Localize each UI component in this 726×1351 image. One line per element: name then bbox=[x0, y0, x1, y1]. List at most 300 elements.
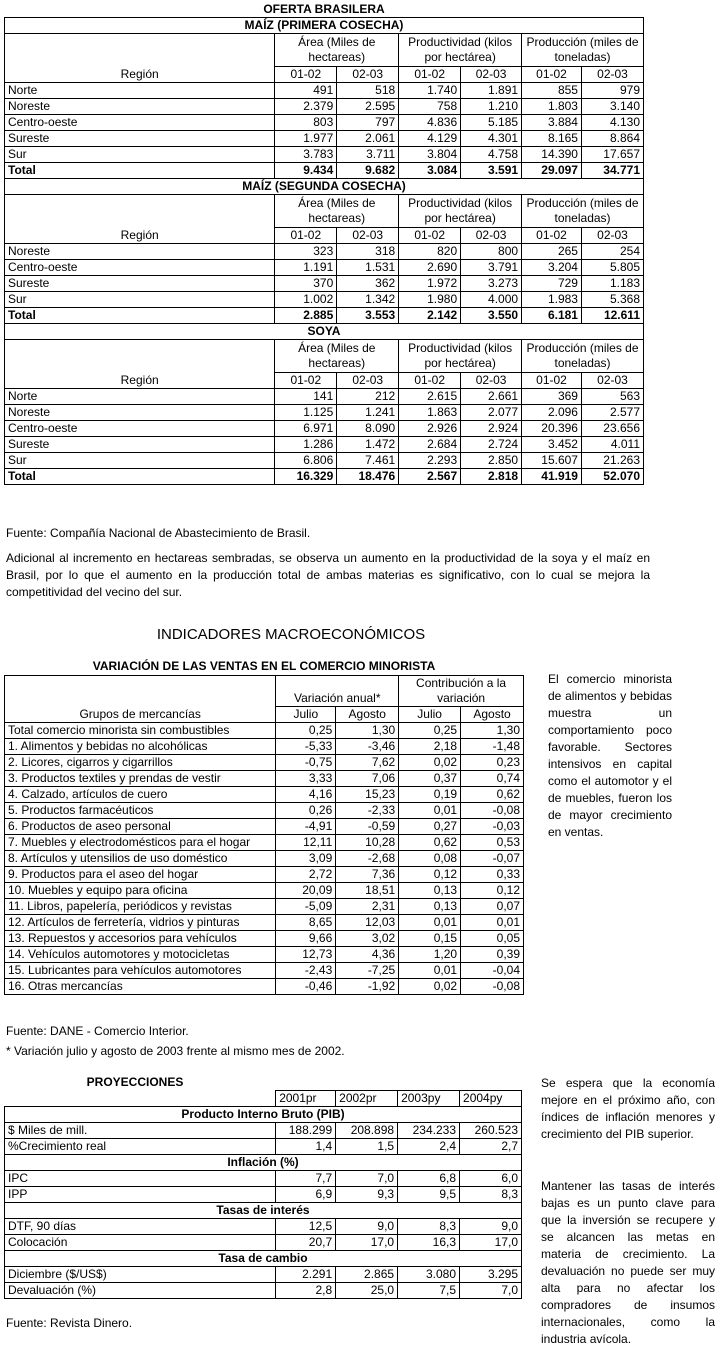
group-cell: 4. Calzado, artículos de cuero bbox=[5, 787, 276, 803]
value-cell: 9,66 bbox=[276, 931, 336, 947]
value-cell: 7,5 bbox=[398, 1283, 460, 1299]
total-cell: 12.611 bbox=[581, 308, 643, 324]
header-row bbox=[5, 340, 644, 373]
value-cell: 2,8 bbox=[276, 1283, 336, 1299]
value-cell: 3.791 bbox=[461, 260, 522, 276]
value-cell: 1.891 bbox=[461, 83, 522, 99]
ventas-col-agosto-contrib: Agosto bbox=[461, 707, 524, 723]
value-cell: 1.531 bbox=[337, 260, 399, 276]
table-row bbox=[5, 405, 644, 421]
value-cell: 2.661 bbox=[461, 389, 522, 405]
value-cell: 2,72 bbox=[276, 867, 336, 883]
ventas-col-agosto: Agosto bbox=[336, 707, 399, 723]
value-cell: 9,0 bbox=[460, 1219, 522, 1235]
value-cell: 362 bbox=[337, 276, 399, 292]
value-cell: 563 bbox=[581, 389, 643, 405]
table-row bbox=[5, 963, 524, 979]
col-year-1: 01-02 bbox=[399, 67, 461, 83]
value-cell: 6,0 bbox=[460, 1171, 522, 1187]
value-cell: 0,62 bbox=[461, 787, 524, 803]
table-row bbox=[5, 244, 644, 260]
value-cell: 2,7 bbox=[460, 1139, 522, 1155]
proyecciones-table bbox=[4, 1090, 522, 1299]
col-year-2: 02-03 bbox=[461, 67, 522, 83]
value-cell: 0,23 bbox=[461, 755, 524, 771]
value-cell: 1.183 bbox=[581, 276, 643, 292]
total-cell: 9.434 bbox=[275, 163, 337, 179]
total-cell: 3.084 bbox=[399, 163, 461, 179]
table-row bbox=[5, 115, 644, 131]
value-cell: 4.011 bbox=[581, 437, 643, 453]
value-cell: 729 bbox=[522, 276, 582, 292]
value-cell: 1.983 bbox=[522, 292, 582, 308]
value-cell: 2,31 bbox=[336, 899, 399, 915]
value-cell: 2.684 bbox=[399, 437, 461, 453]
value-cell: 2.690 bbox=[399, 260, 461, 276]
col-year-1: 01-02 bbox=[522, 373, 582, 389]
region-cell: Noreste bbox=[5, 99, 275, 115]
value-cell: 5.368 bbox=[581, 292, 643, 308]
value-cell: 0,13 bbox=[399, 899, 461, 915]
col-year-2: 02-03 bbox=[337, 373, 399, 389]
total-row bbox=[5, 308, 644, 324]
table-row bbox=[5, 453, 644, 469]
col-area: Área (Miles de hectareas) bbox=[275, 340, 399, 373]
table-row bbox=[5, 739, 524, 755]
value-cell: 0,01 bbox=[461, 915, 524, 931]
value-cell: 0,74 bbox=[461, 771, 524, 787]
oferta-body bbox=[5, 2, 644, 485]
block-title: MAÍZ (SEGUNDA COSECHA) bbox=[5, 179, 644, 195]
col-area: Área (Miles de hectareas) bbox=[275, 195, 399, 228]
value-cell: 2.293 bbox=[399, 453, 461, 469]
value-cell: 8.864 bbox=[581, 131, 643, 147]
indicator-cell: DTF, 90 días bbox=[5, 1219, 276, 1235]
ventas-side-text: El comercio minorista de alimentos y bebidas muestra un comportamiento poco favorable. Sectores intensivos en capital como el automotor y el de muebles, fueron los de mayor crecimiento en ventas. bbox=[548, 672, 672, 839]
value-cell: 12,03 bbox=[336, 915, 399, 931]
block-title-row bbox=[5, 324, 644, 340]
value-cell: 3.783 bbox=[275, 147, 337, 163]
group-cell: 1. Alimentos y bebidas no alcohólicas bbox=[5, 739, 276, 755]
value-cell: 25,0 bbox=[336, 1283, 398, 1299]
value-cell: 4,36 bbox=[336, 947, 399, 963]
table-row bbox=[5, 131, 644, 147]
value-cell: 7,06 bbox=[336, 771, 399, 787]
value-cell: 16,3 bbox=[398, 1235, 460, 1251]
table-row bbox=[5, 1283, 522, 1299]
value-cell: 6.971 bbox=[275, 421, 337, 437]
value-cell: -2,43 bbox=[276, 963, 336, 979]
value-cell: -0,04 bbox=[461, 963, 524, 979]
proyecciones-side-text-1: Se espera que la economía mejore en el próximo año, con índices de inflación menores y crecimiento del PIB superior. bbox=[541, 1076, 715, 1141]
value-cell: 2.595 bbox=[337, 99, 399, 115]
value-cell: -2,68 bbox=[336, 851, 399, 867]
year-header: 2003py bbox=[398, 1091, 460, 1107]
oferta-paragraph: Adicional al incremento en hectareas sembradas, se observa un aumento en la productividad de la soya y el maíz en Brasil, por lo que el aumento en la producción total de ambas materias es significativo, con lo cual se mejora la competitividad del vecino del sur. bbox=[6, 551, 650, 599]
indicator-cell: $ Miles de mill. bbox=[5, 1123, 276, 1139]
col-year-2: 02-03 bbox=[337, 67, 399, 83]
value-cell: -0,59 bbox=[336, 819, 399, 835]
value-cell: 2.926 bbox=[399, 421, 461, 437]
value-cell: 1.972 bbox=[399, 276, 461, 292]
indicadores-title: INDICADORES MACROECONÓMICOS bbox=[156, 626, 426, 643]
table-row bbox=[5, 1123, 522, 1139]
value-cell: 3.140 bbox=[581, 99, 643, 115]
ventas-source: Fuente: DANE - Comercio Interior. bbox=[6, 1024, 189, 1038]
value-cell: 188.299 bbox=[276, 1123, 336, 1139]
region-cell: Centro-oeste bbox=[5, 260, 275, 276]
group-cell: 2. Licores, cigarros y cigarrillos bbox=[5, 755, 276, 771]
group-cell: 12. Artículos de ferretería, vidrios y pinturas bbox=[5, 915, 276, 931]
col-produccion: Producción (miles de toneladas) bbox=[522, 340, 644, 373]
value-cell: 1.241 bbox=[337, 405, 399, 421]
value-cell: -4,91 bbox=[276, 819, 336, 835]
col-productividad: Productividad (kilos por hectárea) bbox=[399, 34, 522, 67]
value-cell: 323 bbox=[275, 244, 337, 260]
table-row bbox=[5, 835, 524, 851]
value-cell: 8.165 bbox=[522, 131, 582, 147]
value-cell: 20.396 bbox=[522, 421, 582, 437]
value-cell: 5.185 bbox=[461, 115, 522, 131]
value-cell: 15,23 bbox=[336, 787, 399, 803]
value-cell: 0,25 bbox=[276, 723, 336, 739]
indicator-cell: %Crecimiento real bbox=[5, 1139, 276, 1155]
value-cell: -7,25 bbox=[336, 963, 399, 979]
group-cell: 10. Muebles y equipo para oficina bbox=[5, 883, 276, 899]
value-cell: -0,07 bbox=[461, 851, 524, 867]
value-cell: 3.452 bbox=[522, 437, 582, 453]
value-cell: 3.295 bbox=[460, 1267, 522, 1283]
value-cell: -0,75 bbox=[276, 755, 336, 771]
table-row bbox=[5, 389, 644, 405]
table-row bbox=[5, 292, 644, 308]
value-cell: 7,62 bbox=[336, 755, 399, 771]
value-cell: 0,07 bbox=[461, 899, 524, 915]
value-cell: 0,19 bbox=[399, 787, 461, 803]
value-cell: 1.286 bbox=[275, 437, 337, 453]
value-cell: 2.577 bbox=[581, 405, 643, 421]
header-row bbox=[5, 34, 644, 67]
ventas-col-julio: Julio bbox=[276, 707, 336, 723]
value-cell: 212 bbox=[337, 389, 399, 405]
ventas-note: * Variación julio y agosto de 2003 frente al mismo mes de 2002. bbox=[6, 1044, 345, 1058]
col-produccion: Producción (miles de toneladas) bbox=[522, 34, 644, 67]
value-cell: 8.090 bbox=[337, 421, 399, 437]
value-cell: 3.711 bbox=[337, 147, 399, 163]
value-cell: 0,08 bbox=[399, 851, 461, 867]
col-year-1: 01-02 bbox=[399, 373, 461, 389]
ventas-table bbox=[4, 675, 524, 995]
value-cell: 318 bbox=[337, 244, 399, 260]
value-cell: 21.263 bbox=[581, 453, 643, 469]
value-cell: 9,5 bbox=[398, 1187, 460, 1203]
value-cell: 234.233 bbox=[398, 1123, 460, 1139]
col-year-1: 01-02 bbox=[275, 67, 337, 83]
value-cell: 1.740 bbox=[399, 83, 461, 99]
indicator-cell: Diciembre ($/US$) bbox=[5, 1267, 276, 1283]
value-cell: 4.758 bbox=[461, 147, 522, 163]
value-cell: 3,02 bbox=[336, 931, 399, 947]
value-cell: 0,27 bbox=[399, 819, 461, 835]
value-cell: 3.204 bbox=[522, 260, 582, 276]
value-cell: 20,7 bbox=[276, 1235, 336, 1251]
value-cell: 0,13 bbox=[399, 883, 461, 899]
col-year-1: 01-02 bbox=[275, 373, 337, 389]
section-row bbox=[5, 1251, 522, 1267]
total-cell: 18.476 bbox=[337, 469, 399, 485]
table-row bbox=[5, 755, 524, 771]
value-cell: 2,18 bbox=[399, 739, 461, 755]
ventas-col-contrib: Contribución a la variación bbox=[399, 676, 524, 707]
region-cell: Sur bbox=[5, 453, 275, 469]
value-cell: 3.804 bbox=[399, 147, 461, 163]
region-cell: Noreste bbox=[5, 244, 275, 260]
year-header: 2001pr bbox=[276, 1091, 336, 1107]
table-row bbox=[5, 1219, 522, 1235]
total-label: Total bbox=[5, 163, 275, 179]
value-cell: 17,0 bbox=[336, 1235, 398, 1251]
proyecciones-corner bbox=[5, 1091, 276, 1107]
value-cell: 1.342 bbox=[337, 292, 399, 308]
value-cell: 2,4 bbox=[398, 1139, 460, 1155]
table-row bbox=[5, 787, 524, 803]
total-cell: 16.329 bbox=[275, 469, 337, 485]
group-cell: 14. Vehículos automotores y motocicletas bbox=[5, 947, 276, 963]
proyecciones-title-text: PROYECCIONES bbox=[86, 1075, 184, 1089]
group-cell: 8. Artículos y utensilios de uso doméstico bbox=[5, 851, 276, 867]
value-cell: 797 bbox=[337, 115, 399, 131]
total-label: Total bbox=[5, 308, 275, 324]
region-cell: Norte bbox=[5, 389, 275, 405]
value-cell: 7,0 bbox=[336, 1171, 398, 1187]
group-cell: 5. Productos farmacéuticos bbox=[5, 803, 276, 819]
group-cell: Total comercio minorista sin combustibles bbox=[5, 723, 276, 739]
value-cell: 4.129 bbox=[399, 131, 461, 147]
col-year-1: 01-02 bbox=[522, 228, 582, 244]
value-cell: 0,01 bbox=[399, 963, 461, 979]
value-cell: 17,0 bbox=[460, 1235, 522, 1251]
col-year-2: 02-03 bbox=[461, 373, 522, 389]
table-row bbox=[5, 771, 524, 787]
table-row bbox=[5, 83, 644, 99]
value-cell: 0,25 bbox=[399, 723, 461, 739]
value-cell: 2.077 bbox=[461, 405, 522, 421]
value-cell: 2.096 bbox=[522, 405, 582, 421]
value-cell: 0,12 bbox=[399, 867, 461, 883]
col-region: Región bbox=[5, 195, 275, 244]
value-cell: 1,5 bbox=[336, 1139, 398, 1155]
value-cell: 369 bbox=[522, 389, 582, 405]
total-cell: 2.818 bbox=[461, 469, 522, 485]
value-cell: 1.977 bbox=[275, 131, 337, 147]
ventas-body bbox=[5, 676, 524, 995]
block-title-row bbox=[5, 179, 644, 195]
value-cell: 1.980 bbox=[399, 292, 461, 308]
total-cell: 29.097 bbox=[522, 163, 582, 179]
value-cell: 2.291 bbox=[276, 1267, 336, 1283]
value-cell: 0,33 bbox=[461, 867, 524, 883]
total-cell: 2.567 bbox=[399, 469, 461, 485]
value-cell: 0,02 bbox=[399, 755, 461, 771]
proyecciones-side-text-2: Mantener las tasas de interés bajas es un punto clave para que la inversión se recupere y se alcancen las metas en materia de crecimiento. La devaluación no puede ser muy alta para no afectar los compradores de insumos internacionales, como la industria avícola. bbox=[541, 1179, 715, 1346]
value-cell: 2.850 bbox=[461, 453, 522, 469]
col-year-2: 02-03 bbox=[581, 67, 643, 83]
value-cell: 12,73 bbox=[276, 947, 336, 963]
value-cell: 800 bbox=[461, 244, 522, 260]
value-cell: 141 bbox=[275, 389, 337, 405]
oferta-brasilera-table bbox=[4, 2, 644, 485]
value-cell: -2,33 bbox=[336, 803, 399, 819]
region-cell: Sureste bbox=[5, 276, 275, 292]
table-row bbox=[5, 915, 524, 931]
value-cell: 370 bbox=[275, 276, 337, 292]
value-cell: 803 bbox=[275, 115, 337, 131]
block-title-row bbox=[5, 18, 644, 34]
total-cell: 3.550 bbox=[461, 308, 522, 324]
value-cell: 0,39 bbox=[461, 947, 524, 963]
value-cell: 260.523 bbox=[460, 1123, 522, 1139]
value-cell: 254 bbox=[581, 244, 643, 260]
value-cell: 491 bbox=[275, 83, 337, 99]
value-cell: 7,36 bbox=[336, 867, 399, 883]
value-cell: 5.805 bbox=[581, 260, 643, 276]
value-cell: 10,28 bbox=[336, 835, 399, 851]
value-cell: 7,7 bbox=[276, 1171, 336, 1187]
table-row bbox=[5, 979, 524, 995]
col-year-2: 02-03 bbox=[581, 373, 643, 389]
table-row bbox=[5, 1267, 522, 1283]
year-header: 2004py bbox=[460, 1091, 522, 1107]
value-cell: 8,3 bbox=[460, 1187, 522, 1203]
value-cell: 9,0 bbox=[336, 1219, 398, 1235]
value-cell: -1,48 bbox=[461, 739, 524, 755]
table-row bbox=[5, 819, 524, 835]
value-cell: 6,8 bbox=[398, 1171, 460, 1187]
value-cell: 1.863 bbox=[399, 405, 461, 421]
value-cell: 15.607 bbox=[522, 453, 582, 469]
table-row bbox=[5, 1139, 522, 1155]
value-cell: 1,20 bbox=[399, 947, 461, 963]
indicator-cell: IPC bbox=[5, 1171, 276, 1187]
group-cell: 13. Repuestos y accesorios para vehículos bbox=[5, 931, 276, 947]
region-cell: Centro-oeste bbox=[5, 115, 275, 131]
ventas-col-grupos: Grupos de mercancías bbox=[5, 676, 276, 723]
value-cell: 2.061 bbox=[337, 131, 399, 147]
table-row bbox=[5, 851, 524, 867]
value-cell: 3.884 bbox=[522, 115, 582, 131]
ventas-col-var: Variación anual* bbox=[276, 676, 399, 707]
table-row bbox=[5, 723, 524, 739]
value-cell: 855 bbox=[522, 83, 582, 99]
section-row bbox=[5, 1203, 522, 1219]
value-cell: 0,53 bbox=[461, 835, 524, 851]
table-row bbox=[5, 899, 524, 915]
value-cell: 8,3 bbox=[398, 1219, 460, 1235]
value-cell: 18,51 bbox=[336, 883, 399, 899]
value-cell: 4.836 bbox=[399, 115, 461, 131]
table-row bbox=[5, 803, 524, 819]
value-cell: 0,02 bbox=[399, 979, 461, 995]
table-row bbox=[5, 437, 644, 453]
value-cell: 4.000 bbox=[461, 292, 522, 308]
value-cell: 0,12 bbox=[461, 883, 524, 899]
total-cell: 9.682 bbox=[337, 163, 399, 179]
table-row bbox=[5, 947, 524, 963]
col-year-1: 01-02 bbox=[275, 228, 337, 244]
value-cell: -0,08 bbox=[461, 979, 524, 995]
table-row bbox=[5, 1187, 522, 1203]
table-row bbox=[5, 260, 644, 276]
col-year-1: 01-02 bbox=[522, 67, 582, 83]
total-row bbox=[5, 469, 644, 485]
value-cell: 2.924 bbox=[461, 421, 522, 437]
section-row bbox=[5, 1107, 522, 1123]
ventas-title: VARIACIÓN DE LAS VENTAS EN EL COMERCIO MINORISTA bbox=[92, 659, 436, 673]
group-cell: 6. Productos de aseo personal bbox=[5, 819, 276, 835]
value-cell: 0,62 bbox=[399, 835, 461, 851]
table-row bbox=[5, 867, 524, 883]
region-cell: Norte bbox=[5, 83, 275, 99]
value-cell: 8,65 bbox=[276, 915, 336, 931]
col-year-2: 02-03 bbox=[461, 228, 522, 244]
value-cell: 12,11 bbox=[276, 835, 336, 851]
value-cell: -1,92 bbox=[336, 979, 399, 995]
value-cell: 2.615 bbox=[399, 389, 461, 405]
table-row bbox=[5, 421, 644, 437]
value-cell: 9,3 bbox=[336, 1187, 398, 1203]
value-cell: -5,33 bbox=[276, 739, 336, 755]
total-cell: 41.919 bbox=[522, 469, 582, 485]
proyecciones-body bbox=[5, 1091, 522, 1299]
value-cell: -5,09 bbox=[276, 899, 336, 915]
value-cell: -0,03 bbox=[461, 819, 524, 835]
total-cell: 3.591 bbox=[461, 163, 522, 179]
value-cell: 17.657 bbox=[581, 147, 643, 163]
value-cell: 1.472 bbox=[337, 437, 399, 453]
value-cell: 6,9 bbox=[276, 1187, 336, 1203]
total-cell: 3.553 bbox=[337, 308, 399, 324]
region-cell: Noreste bbox=[5, 405, 275, 421]
oferta-source: Fuente: Compañía Nacional de Abastecimiento de Brasil. bbox=[6, 526, 311, 540]
value-cell: 3,33 bbox=[276, 771, 336, 787]
value-cell: 3,09 bbox=[276, 851, 336, 867]
region-cell: Sureste bbox=[5, 437, 275, 453]
oferta-title: OFERTA BRASILERA bbox=[263, 2, 385, 16]
total-cell: 34.771 bbox=[581, 163, 643, 179]
year-header: 2002pr bbox=[336, 1091, 398, 1107]
col-productividad: Productividad (kilos por hectárea) bbox=[399, 340, 522, 373]
table-row bbox=[5, 883, 524, 899]
header-row bbox=[5, 195, 644, 228]
value-cell: 0,05 bbox=[461, 931, 524, 947]
value-cell: 12,5 bbox=[276, 1219, 336, 1235]
col-year-2: 02-03 bbox=[337, 228, 399, 244]
value-cell: 0,26 bbox=[276, 803, 336, 819]
region-cell: Sur bbox=[5, 292, 275, 308]
value-cell: 1.803 bbox=[522, 99, 582, 115]
section-title: Tasa de cambio bbox=[5, 1251, 522, 1267]
value-cell: 1,30 bbox=[461, 723, 524, 739]
section-row bbox=[5, 1155, 522, 1171]
value-cell: 265 bbox=[522, 244, 582, 260]
value-cell: 518 bbox=[337, 83, 399, 99]
col-year-1: 01-02 bbox=[399, 228, 461, 244]
table-row bbox=[5, 931, 524, 947]
total-cell: 2.142 bbox=[399, 308, 461, 324]
table-row bbox=[5, 276, 644, 292]
value-cell: 4.130 bbox=[581, 115, 643, 131]
table-row bbox=[5, 99, 644, 115]
